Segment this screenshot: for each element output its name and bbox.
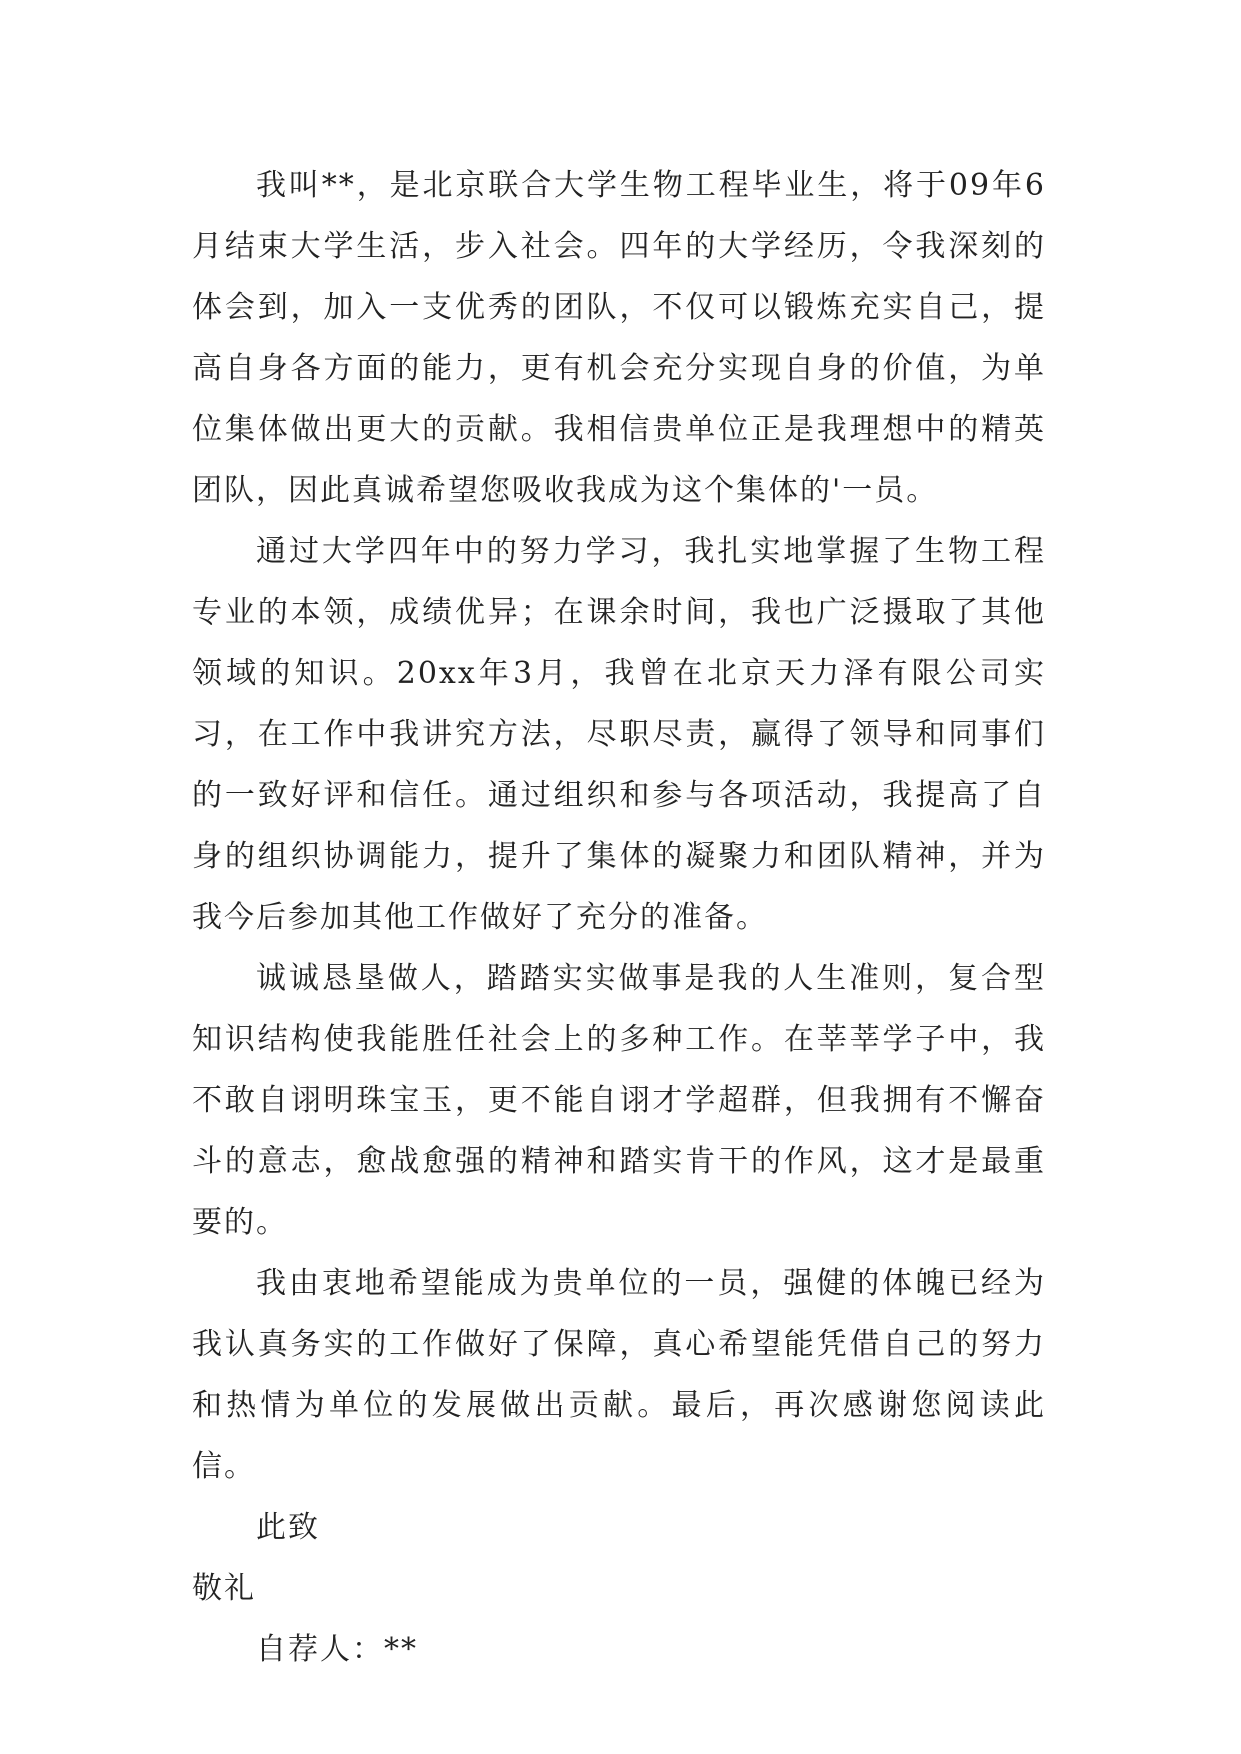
salutation: 敬礼	[192, 1571, 256, 1606]
paragraph-introduction: 我叫**，是北京联合大学生物工程毕业生，将于09年6月结束大学生活，步入社会。四年的大学经历，令我深刻的体会到，加入一支优秀的团队，不仅可以锻炼充实自己，提高自身各方面的能力，更有机会充分实现自身的价值，为单位集体做出更大的贡献。我相信贵单位正是我理想中的精英团队，因此真诚希望您吸收我成为这个集体的'一员。	[192, 168, 1046, 508]
signature: 自荐人：**	[256, 1632, 418, 1667]
paragraph-character: 诚诚恳垦做人，踏踏实实做事是我的人生准则，复合型知识结构使我能胜任社会上的多种工作。在莘莘学子中，我不敢自诩明珠宝玉，更不能自诩才学超群，但我拥有不懈奋斗的意志，愈战愈强的精神和踏实肯干的作风，这才是最重要的。	[192, 961, 1046, 1240]
paragraph-education: 通过大学四年中的努力学习，我扎实地掌握了生物工程专业的本领，成绩优异；在课余时间，我也广泛摄取了其他领域的知识。20xx年3月，我曾在北京天力泽有限公司实习，在工作中我讲究方法，尽职尽责，赢得了领导和同事们的一致好评和信任。通过组织和参与各项活动，我提高了自身的组织协调能力，提升了集体的凝聚力和团队精神，并为我今后参加其他工作做好了充分的准备。	[192, 534, 1046, 935]
closing-phrase: 此致	[256, 1510, 320, 1545]
paragraph-conclusion: 我由衷地希望能成为贵单位的一员，强健的体魄已经为我认真务实的工作做好了保障，真心希望能凭借自己的努力和热情为单位的发展做出贡献。最后，再次感谢您阅读此信。	[192, 1266, 1046, 1484]
letter-body	[192, 155, 1046, 1680]
